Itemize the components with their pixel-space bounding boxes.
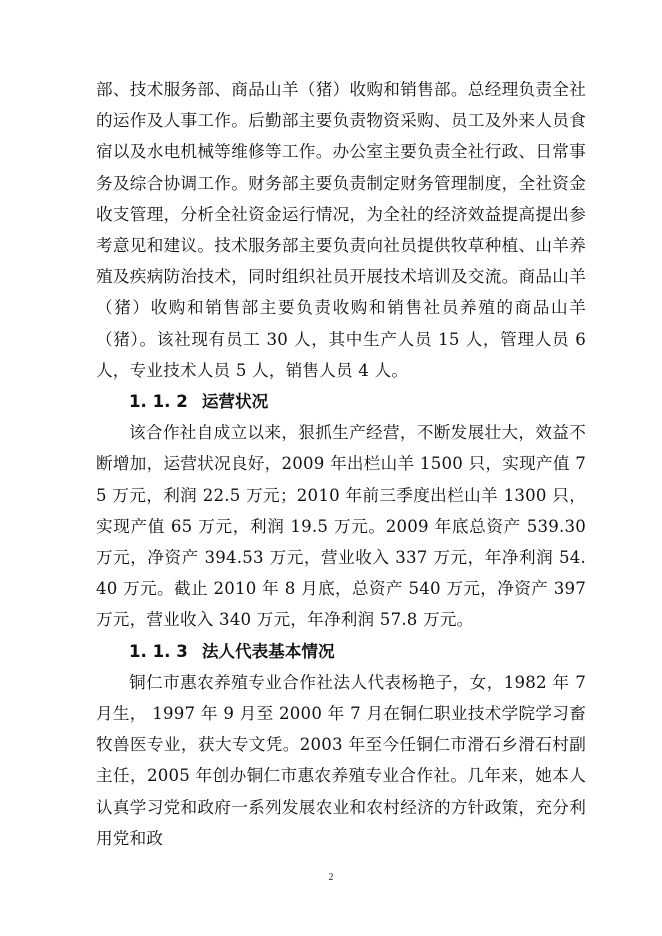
section-number: 1. 1. 3 — [129, 641, 188, 661]
body-paragraph: 部、技术服务部、商品山羊（猪）收购和销售部。总经理负责全社的运作及人事工作。后勤部主要负责物资采购、员工及外来人员食宿以及水电机械等维修等工作。办公室主要负责全社行政、日常事务及综合协调工作。财务部主要负责制定财务管理制度，全社资金收支管理，分析全社资金运行情况，为全社的经济效益提高提出参考意见和建议。技术服务部主要负责向社员提供牧草种植、山羊养殖及疾病防治技术，同时组织社员开展技术培训及交流。商品山羊（猪）收购和销售部主要负责收购和销售社员养殖的商品山羊（猪）。该社现有员工 30 人，其中生产人员 15 人，管理人员 6 人，专业技术人员 5 人，销售人员 4 人。 — [96, 80, 586, 380]
document-body — [96, 74, 586, 854]
section-title: 法人代表基本情况 — [201, 640, 335, 661]
body-paragraph: 铜仁市惠农养殖专业合作社法人代表杨艳子，女，1982 年 7 月生， 1997 年 9 月至 2000 年 7 月在铜仁职业技术学院学习畜牧兽医专业，获大专文凭。2003 年至今任铜仁市滑石乡滑石村副主任，2005 年创办铜仁市惠农养殖专业合作社。几年来，她本人认真学习党和政府一系列发展农业和农村经济的方针政策，充分利用党和政 — [96, 672, 586, 848]
section-number: 1. 1. 2 — [129, 392, 188, 412]
section-title: 运营状况 — [201, 391, 269, 412]
section-heading — [96, 386, 586, 417]
body-paragraph: 该合作社自成立以来，狠抓生产经营，不断发展壮大，效益不断增加，运营状况良好，2009 年出栏山羊 1500 只，实现产值 75 万元，利润 22.5 万元；2010 年前三季度出栏山羊 1300 只，实现产值 65 万元，利润 19.5 万元。2009 年底总资产 539.30 万元，净资产 394.53 万元，营业收入 337 万元，年净利润 54.40 万元。截止 2010 年 8 月底，总资产 540 万元，净资产 397 万元，营业收入 340 万元，年净利润 57.8 万元。 — [96, 423, 586, 630]
page-number: 2 — [328, 872, 334, 883]
section-heading — [96, 636, 586, 667]
